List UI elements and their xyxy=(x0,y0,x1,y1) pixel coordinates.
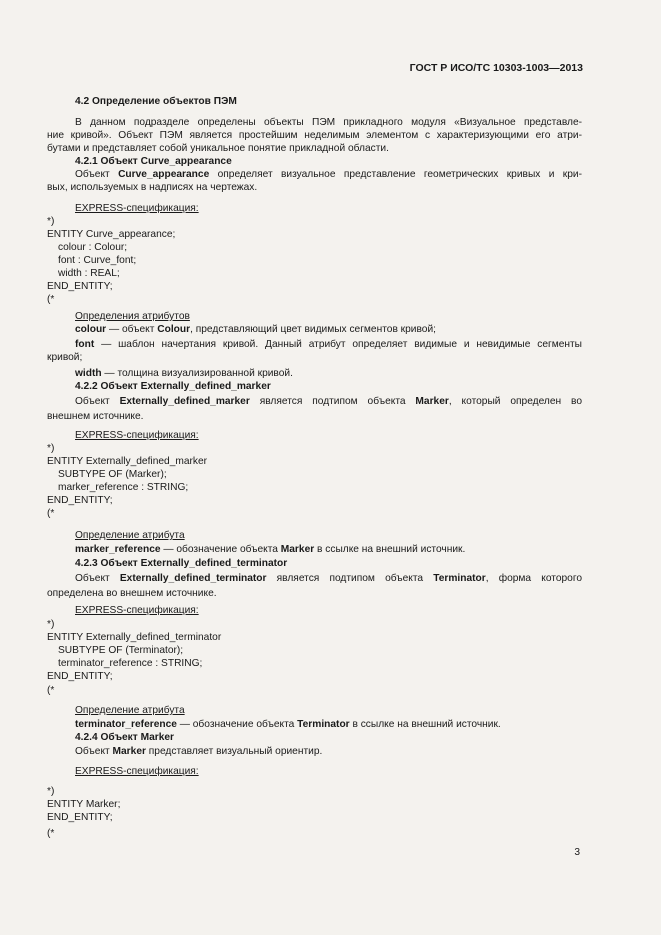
paragraph-line: вых, используемых в надписях на чертежах. xyxy=(47,182,258,193)
paragraph-line: бутами и представляет собой уникальное понятие прикладной области. xyxy=(47,143,389,154)
paragraph-line: внешнем источнике. xyxy=(47,411,144,422)
section-heading-4-2-4: 4.2.4 Объект Marker xyxy=(75,732,174,743)
code-line: ENTITY Externally_defined_marker xyxy=(47,456,208,467)
paragraph-line: ние кривой». Объект ПЭМ является простейшим неделимым элементом с характеризующими его атри- xyxy=(47,130,582,141)
code-line: terminator_reference : STRING; xyxy=(58,658,203,669)
express-spec-label: EXPRESS-спецификация: xyxy=(75,203,199,214)
attribute-definition: terminator_reference — обозначение объекта Terminator в ссылке на внешний источник. xyxy=(75,719,501,730)
code-line: *) xyxy=(47,619,55,630)
attribute-definition: width — толщина визуализированной кривой. xyxy=(75,368,293,379)
code-line: (* xyxy=(47,508,55,519)
code-line: END_ENTITY; xyxy=(47,281,113,292)
attribute-heading: Определение атрибута xyxy=(75,705,185,716)
paragraph-line: В данном подразделе определены объекты ПЭМ прикладного модуля «Визуальное представле- xyxy=(75,117,582,128)
code-line: font : Curve_font; xyxy=(58,255,137,266)
code-line: END_ENTITY; xyxy=(47,671,113,682)
code-line: *) xyxy=(47,443,55,454)
code-line: width : REAL; xyxy=(58,268,120,279)
section-heading-4-2-2: 4.2.2 Объект Externally_defined_marker xyxy=(75,381,271,392)
paragraph-line: Объект Marker представляет визуальный ориентир. xyxy=(75,746,323,757)
attribute-definition: colour — объект Colour, представляющий цвет видимых сегментов кривой; xyxy=(75,324,436,335)
attributes-heading: Определения атрибутов xyxy=(75,311,190,322)
express-spec-label: EXPRESS-спецификация: xyxy=(75,605,199,616)
code-line: END_ENTITY; xyxy=(47,495,113,506)
paragraph-line: Объект Externally_defined_marker является подтипом объекта Marker, который определен во xyxy=(75,396,582,407)
code-line: *) xyxy=(47,216,55,227)
attribute-heading: Определение атрибута xyxy=(75,530,185,541)
document-id-header: ГОСТ Р ИСО/ТС 10303-1003—2013 xyxy=(409,62,583,74)
code-line: (* xyxy=(47,685,55,696)
paragraph-line: определена во внешнем источнике. xyxy=(47,588,217,599)
code-line: END_ENTITY; xyxy=(47,812,113,823)
code-line: ENTITY Curve_appearance; xyxy=(47,229,176,240)
express-spec-label: EXPRESS-спецификация: xyxy=(75,766,199,777)
page-number: 3 xyxy=(574,847,580,858)
code-line: marker_reference : STRING; xyxy=(58,482,189,493)
attribute-definition: font — шаблон начертания кривой. Данный атрибут определяет видимые и невидимые сегменты xyxy=(75,339,582,350)
section-heading-4-2: 4.2 Определение объектов ПЭМ xyxy=(75,96,237,107)
attribute-definition-cont: кривой; xyxy=(47,352,83,363)
code-line: ENTITY Marker; xyxy=(47,799,121,810)
section-heading-4-2-3: 4.2.3 Объект Externally_defined_terminator xyxy=(75,558,288,569)
code-line: SUBTYPE OF (Terminator); xyxy=(58,645,184,656)
code-line: *) xyxy=(47,786,55,797)
section-heading-4-2-1: 4.2.1 Объект Curve_appearance xyxy=(75,156,232,167)
code-line: ENTITY Externally_defined_terminator xyxy=(47,632,222,643)
code-line: SUBTYPE OF (Marker); xyxy=(58,469,167,480)
paragraph-line: Объект Curve_appearance определяет визуальное представление геометрических кривых и кри- xyxy=(75,169,582,180)
code-line: colour : Colour; xyxy=(58,242,128,253)
paragraph-line: Объект Externally_defined_terminator является подтипом объекта Terminator, форма которого xyxy=(75,573,582,584)
express-spec-label: EXPRESS-спецификация: xyxy=(75,430,199,441)
code-line: (* xyxy=(47,828,55,839)
code-line: (* xyxy=(47,294,55,305)
attribute-definition: marker_reference — обозначение объекта Marker в ссылке на внешний источник. xyxy=(75,544,466,555)
